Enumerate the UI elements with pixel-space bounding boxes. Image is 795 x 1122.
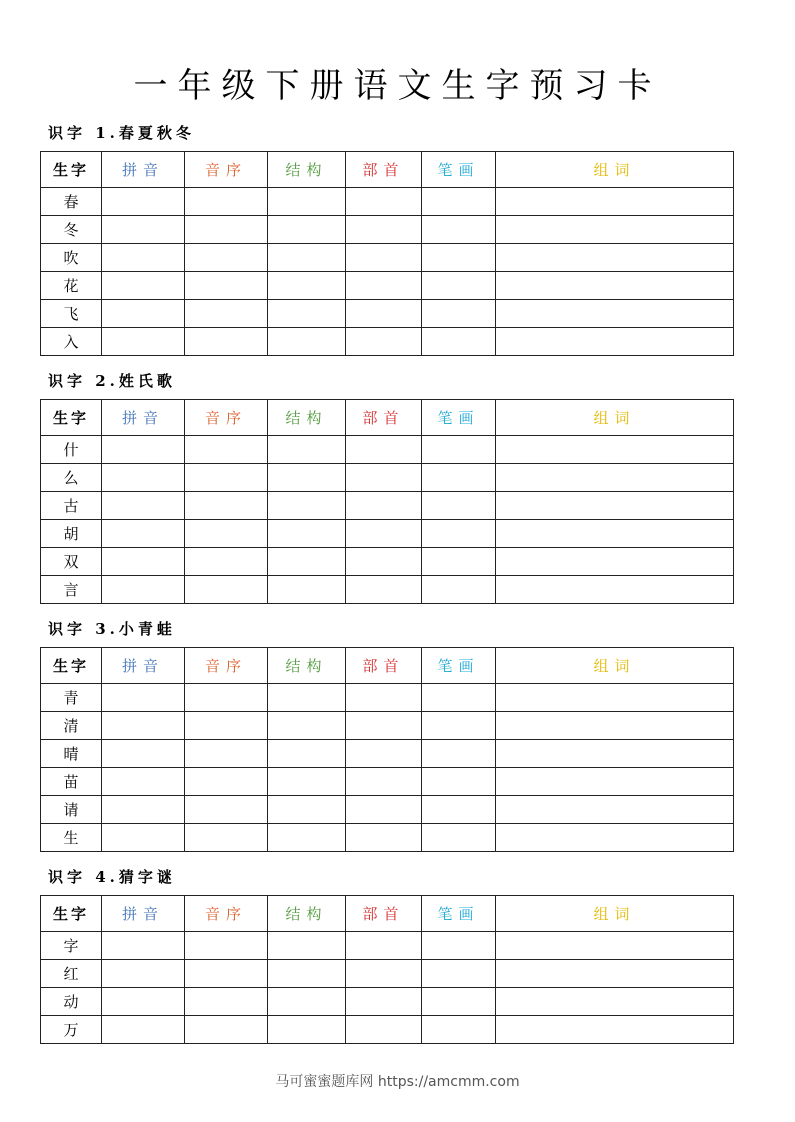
words-input-cell[interactable]: [496, 1016, 734, 1044]
strokes-input-cell[interactable]: [422, 960, 496, 988]
table-row: [41, 960, 734, 988]
header-structure: 结构: [268, 400, 346, 436]
order-input-cell[interactable]: [185, 520, 268, 548]
character-cell: 字: [41, 932, 102, 960]
header-row: [41, 152, 734, 188]
table-row: [41, 824, 734, 852]
table-row: [41, 548, 734, 576]
radical-input-cell[interactable]: [346, 932, 422, 960]
strokes-input-cell[interactable]: [422, 244, 496, 272]
words-input-cell[interactable]: [496, 932, 734, 960]
pinyin-input-cell[interactable]: [102, 988, 185, 1016]
header-row: [41, 648, 734, 684]
pinyin-input-cell[interactable]: [102, 824, 185, 852]
header-pinyin: 拼音: [102, 400, 185, 436]
header-words: 组词: [496, 896, 734, 932]
radical-input-cell[interactable]: [346, 796, 422, 824]
order-input-cell[interactable]: [185, 960, 268, 988]
table-row: [41, 768, 734, 796]
footer-watermark: 马可蜜蜜题库网 https://amcmm.com: [275, 1074, 520, 1090]
strokes-input-cell[interactable]: [422, 188, 496, 216]
strokes-input-cell[interactable]: [422, 436, 496, 464]
structure-input-cell[interactable]: [268, 768, 346, 796]
pinyin-input-cell[interactable]: [102, 328, 185, 356]
character-cell: 言: [41, 576, 102, 604]
pinyin-input-cell[interactable]: [102, 684, 185, 712]
order-input-cell[interactable]: [185, 216, 268, 244]
structure-input-cell[interactable]: [268, 188, 346, 216]
radical-input-cell[interactable]: [346, 740, 422, 768]
pinyin-input-cell[interactable]: [102, 244, 185, 272]
character-cell: 什: [41, 436, 102, 464]
table-row: [41, 1016, 734, 1044]
order-input-cell[interactable]: [185, 436, 268, 464]
section-title: 识字 3.小青蛙: [48, 620, 176, 638]
pinyin-input-cell[interactable]: [102, 272, 185, 300]
preview-table: [40, 151, 734, 356]
structure-input-cell[interactable]: [268, 684, 346, 712]
character-cell: 生: [41, 824, 102, 852]
order-input-cell[interactable]: [185, 188, 268, 216]
radical-input-cell[interactable]: [346, 712, 422, 740]
header-radical: 部首: [346, 648, 422, 684]
page-title: 一年级下册语文生字预习卡: [133, 66, 662, 106]
radical-input-cell[interactable]: [346, 520, 422, 548]
header-pinyin: 拼音: [102, 152, 185, 188]
pinyin-input-cell[interactable]: [102, 740, 185, 768]
structure-input-cell[interactable]: [268, 960, 346, 988]
radical-input-cell[interactable]: [346, 300, 422, 328]
preview-table: [40, 895, 734, 1044]
header-char: 生字: [41, 648, 102, 684]
header-words: 组词: [496, 400, 734, 436]
header-strokes: 笔画: [422, 896, 496, 932]
table-row: [41, 684, 734, 712]
table-row: [41, 436, 734, 464]
pinyin-input-cell[interactable]: [102, 464, 185, 492]
structure-input-cell[interactable]: [268, 1016, 346, 1044]
structure-input-cell[interactable]: [268, 216, 346, 244]
words-input-cell[interactable]: [496, 300, 734, 328]
structure-input-cell[interactable]: [268, 932, 346, 960]
words-input-cell[interactable]: [496, 328, 734, 356]
preview-table: [40, 399, 734, 604]
order-input-cell[interactable]: [185, 988, 268, 1016]
character-cell: 吹: [41, 244, 102, 272]
pinyin-input-cell[interactable]: [102, 520, 185, 548]
section-title: 识字 1.春夏秋冬: [48, 124, 195, 142]
order-input-cell[interactable]: [185, 272, 268, 300]
table-row: [41, 244, 734, 272]
header-strokes: 笔画: [422, 648, 496, 684]
order-input-cell[interactable]: [185, 796, 268, 824]
header-structure: 结构: [268, 896, 346, 932]
order-input-cell[interactable]: [185, 1016, 268, 1044]
strokes-input-cell[interactable]: [422, 576, 496, 604]
radical-input-cell[interactable]: [346, 960, 422, 988]
structure-input-cell[interactable]: [268, 436, 346, 464]
strokes-input-cell[interactable]: [422, 1016, 496, 1044]
character-cell: 冬: [41, 216, 102, 244]
pinyin-input-cell[interactable]: [102, 768, 185, 796]
structure-input-cell[interactable]: [268, 988, 346, 1016]
order-input-cell[interactable]: [185, 932, 268, 960]
header-char: 生字: [41, 400, 102, 436]
strokes-input-cell[interactable]: [422, 740, 496, 768]
table-row: [41, 932, 734, 960]
header-structure: 结构: [268, 648, 346, 684]
structure-input-cell[interactable]: [268, 824, 346, 852]
order-input-cell[interactable]: [185, 824, 268, 852]
table-row: [41, 328, 734, 356]
radical-input-cell[interactable]: [346, 216, 422, 244]
strokes-input-cell[interactable]: [422, 492, 496, 520]
order-input-cell[interactable]: [185, 740, 268, 768]
structure-input-cell[interactable]: [268, 576, 346, 604]
structure-input-cell[interactable]: [268, 464, 346, 492]
words-input-cell[interactable]: [496, 244, 734, 272]
header-row: [41, 400, 734, 436]
table-row: [41, 988, 734, 1016]
header-radical: 部首: [346, 400, 422, 436]
character-cell: 入: [41, 328, 102, 356]
pinyin-input-cell[interactable]: [102, 436, 185, 464]
words-input-cell[interactable]: [496, 824, 734, 852]
words-input-cell[interactable]: [496, 960, 734, 988]
strokes-input-cell[interactable]: [422, 300, 496, 328]
header-radical: 部首: [346, 896, 422, 932]
strokes-input-cell[interactable]: [422, 712, 496, 740]
structure-input-cell[interactable]: [268, 244, 346, 272]
radical-input-cell[interactable]: [346, 684, 422, 712]
pinyin-input-cell[interactable]: [102, 932, 185, 960]
words-input-cell[interactable]: [496, 520, 734, 548]
character-cell: 万: [41, 1016, 102, 1044]
radical-input-cell[interactable]: [346, 576, 422, 604]
words-input-cell[interactable]: [496, 464, 734, 492]
character-cell: 请: [41, 796, 102, 824]
words-input-cell[interactable]: [496, 576, 734, 604]
table-row: [41, 464, 734, 492]
table-row: [41, 492, 734, 520]
words-input-cell[interactable]: [496, 712, 734, 740]
words-input-cell[interactable]: [496, 436, 734, 464]
strokes-input-cell[interactable]: [422, 548, 496, 576]
order-input-cell[interactable]: [185, 492, 268, 520]
radical-input-cell[interactable]: [346, 1016, 422, 1044]
header-strokes: 笔画: [422, 400, 496, 436]
radical-input-cell[interactable]: [346, 244, 422, 272]
structure-input-cell[interactable]: [268, 712, 346, 740]
words-input-cell[interactable]: [496, 548, 734, 576]
pinyin-input-cell[interactable]: [102, 188, 185, 216]
radical-input-cell[interactable]: [346, 548, 422, 576]
table-row: [41, 712, 734, 740]
radical-input-cell[interactable]: [346, 188, 422, 216]
section-title: 识字 2.姓氏歌: [48, 372, 176, 390]
strokes-input-cell[interactable]: [422, 520, 496, 548]
order-input-cell[interactable]: [185, 576, 268, 604]
words-input-cell[interactable]: [496, 272, 734, 300]
header-order: 音序: [185, 648, 268, 684]
header-structure: 结构: [268, 152, 346, 188]
words-input-cell[interactable]: [496, 988, 734, 1016]
words-input-cell[interactable]: [496, 740, 734, 768]
character-cell: 双: [41, 548, 102, 576]
structure-input-cell[interactable]: [268, 520, 346, 548]
header-order: 音序: [185, 152, 268, 188]
strokes-input-cell[interactable]: [422, 824, 496, 852]
words-input-cell[interactable]: [496, 768, 734, 796]
character-cell: 胡: [41, 520, 102, 548]
structure-input-cell[interactable]: [268, 328, 346, 356]
character-cell: 么: [41, 464, 102, 492]
pinyin-input-cell[interactable]: [102, 576, 185, 604]
strokes-input-cell[interactable]: [422, 796, 496, 824]
table-row: [41, 576, 734, 604]
words-input-cell[interactable]: [496, 188, 734, 216]
radical-input-cell[interactable]: [346, 436, 422, 464]
structure-input-cell[interactable]: [268, 548, 346, 576]
character-cell: 古: [41, 492, 102, 520]
structure-input-cell[interactable]: [268, 740, 346, 768]
words-input-cell[interactable]: [496, 796, 734, 824]
structure-input-cell[interactable]: [268, 492, 346, 520]
radical-input-cell[interactable]: [346, 328, 422, 356]
header-strokes: 笔画: [422, 152, 496, 188]
words-input-cell[interactable]: [496, 684, 734, 712]
character-cell: 清: [41, 712, 102, 740]
radical-input-cell[interactable]: [346, 988, 422, 1016]
table-row: [41, 520, 734, 548]
table-row: [41, 188, 734, 216]
radical-input-cell[interactable]: [346, 768, 422, 796]
radical-input-cell[interactable]: [346, 272, 422, 300]
character-cell: 动: [41, 988, 102, 1016]
strokes-input-cell[interactable]: [422, 272, 496, 300]
radical-input-cell[interactable]: [346, 464, 422, 492]
strokes-input-cell[interactable]: [422, 932, 496, 960]
character-cell: 花: [41, 272, 102, 300]
order-input-cell[interactable]: [185, 244, 268, 272]
character-cell: 春: [41, 188, 102, 216]
table-row: [41, 796, 734, 824]
character-cell: 苗: [41, 768, 102, 796]
pinyin-input-cell[interactable]: [102, 300, 185, 328]
strokes-input-cell[interactable]: [422, 684, 496, 712]
order-input-cell[interactable]: [185, 712, 268, 740]
order-input-cell[interactable]: [185, 768, 268, 796]
header-pinyin: 拼音: [102, 896, 185, 932]
order-input-cell[interactable]: [185, 464, 268, 492]
header-order: 音序: [185, 400, 268, 436]
header-pinyin: 拼音: [102, 648, 185, 684]
header-words: 组词: [496, 152, 734, 188]
radical-input-cell[interactable]: [346, 492, 422, 520]
pinyin-input-cell[interactable]: [102, 1016, 185, 1044]
pinyin-input-cell[interactable]: [102, 216, 185, 244]
character-cell: 飞: [41, 300, 102, 328]
pinyin-input-cell[interactable]: [102, 796, 185, 824]
character-cell: 青: [41, 684, 102, 712]
header-radical: 部首: [346, 152, 422, 188]
order-input-cell[interactable]: [185, 328, 268, 356]
table-row: [41, 216, 734, 244]
structure-input-cell[interactable]: [268, 272, 346, 300]
pinyin-input-cell[interactable]: [102, 492, 185, 520]
pinyin-input-cell[interactable]: [102, 712, 185, 740]
order-input-cell[interactable]: [185, 548, 268, 576]
words-input-cell[interactable]: [496, 216, 734, 244]
strokes-input-cell[interactable]: [422, 988, 496, 1016]
character-cell: 红: [41, 960, 102, 988]
radical-input-cell[interactable]: [346, 824, 422, 852]
preview-table: [40, 647, 734, 852]
header-row: [41, 896, 734, 932]
table-row: [41, 740, 734, 768]
structure-input-cell[interactable]: [268, 300, 346, 328]
section-title: 识字 4.猜字谜: [48, 868, 176, 886]
order-input-cell[interactable]: [185, 684, 268, 712]
header-order: 音序: [185, 896, 268, 932]
words-input-cell[interactable]: [496, 492, 734, 520]
table-row: [41, 300, 734, 328]
header-words: 组词: [496, 648, 734, 684]
order-input-cell[interactable]: [185, 300, 268, 328]
pinyin-input-cell[interactable]: [102, 960, 185, 988]
strokes-input-cell[interactable]: [422, 216, 496, 244]
pinyin-input-cell[interactable]: [102, 548, 185, 576]
header-char: 生字: [41, 896, 102, 932]
strokes-input-cell[interactable]: [422, 328, 496, 356]
strokes-input-cell[interactable]: [422, 464, 496, 492]
strokes-input-cell[interactable]: [422, 768, 496, 796]
character-cell: 晴: [41, 740, 102, 768]
structure-input-cell[interactable]: [268, 796, 346, 824]
table-row: [41, 272, 734, 300]
header-char: 生字: [41, 152, 102, 188]
